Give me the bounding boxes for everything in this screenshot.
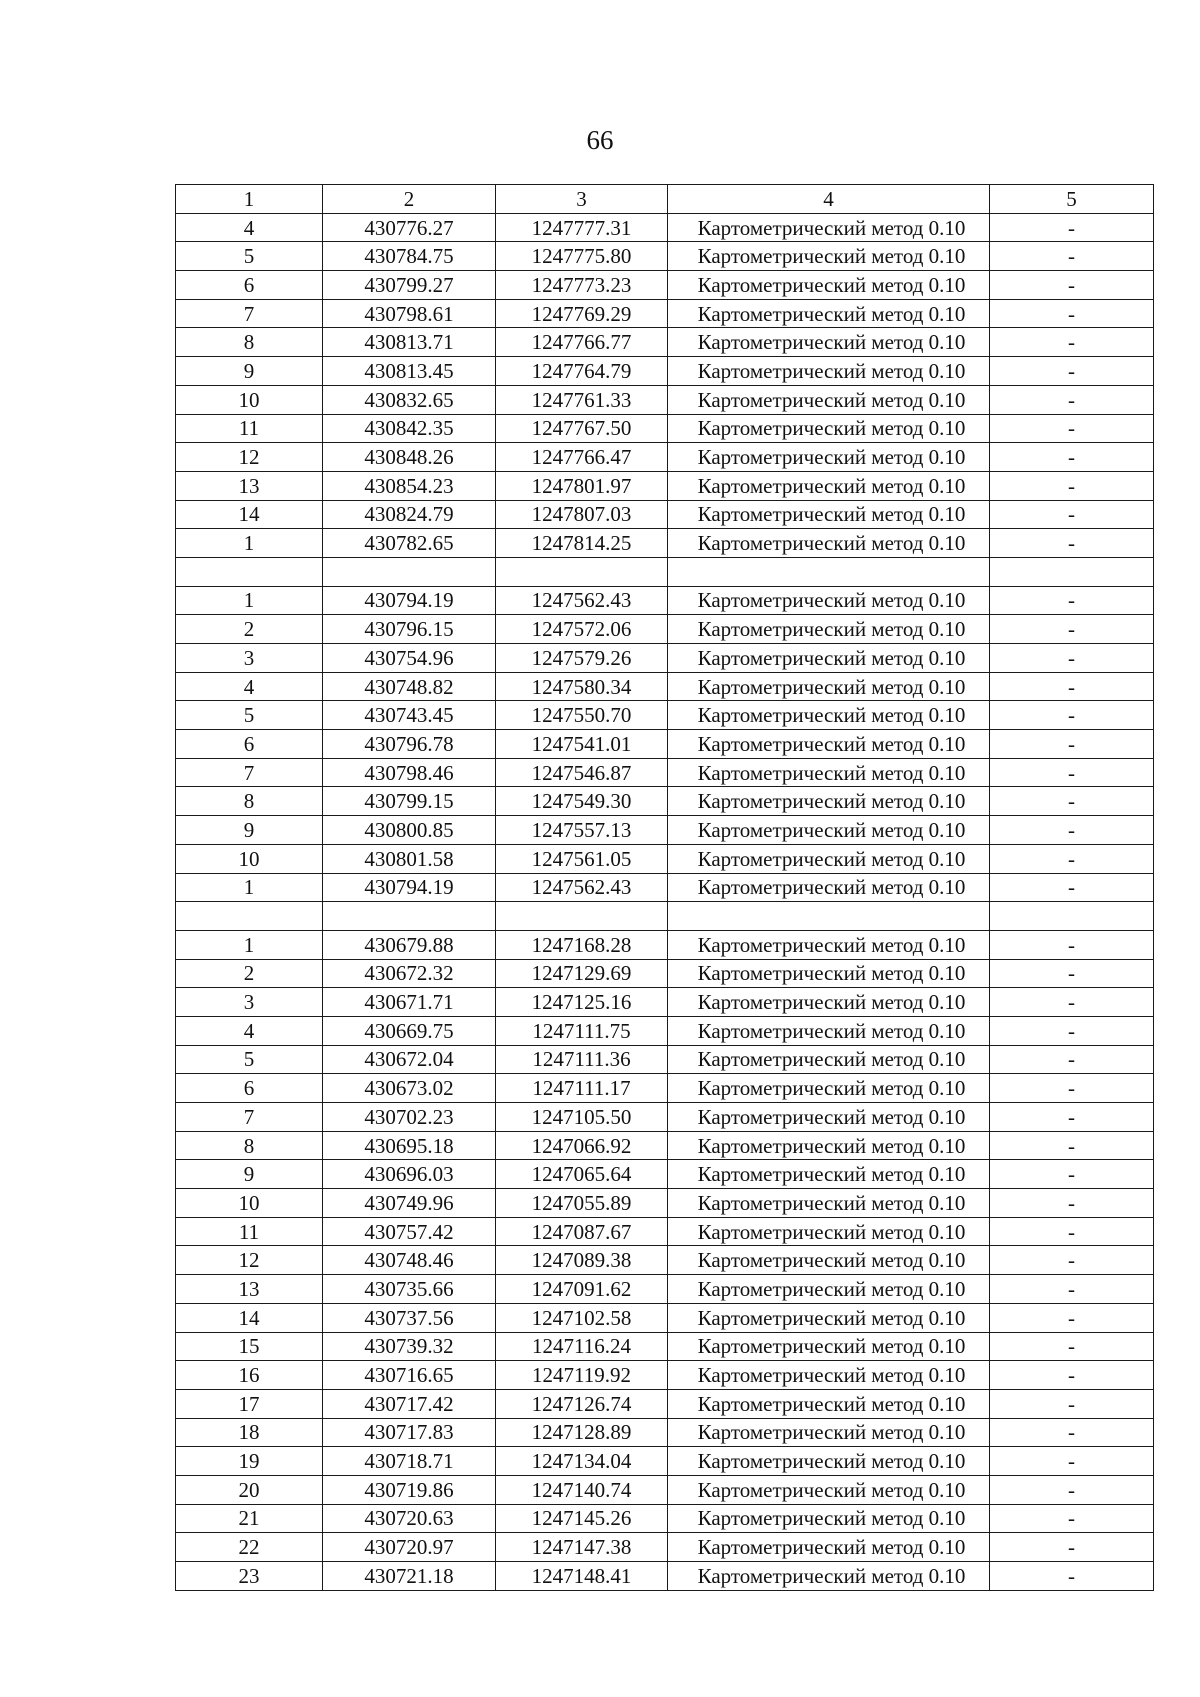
table-cell: 430754.96: [323, 644, 496, 673]
table-cell: 1247764.79: [496, 357, 668, 386]
table-cell: 1247766.77: [496, 328, 668, 357]
table-cell: 1247562.43: [496, 873, 668, 902]
table-cell: 430679.88: [323, 930, 496, 959]
table-cell: 1247769.29: [496, 299, 668, 328]
table-cell: -: [990, 930, 1154, 959]
table-cell: -: [990, 758, 1154, 787]
table-cell: 9: [176, 357, 323, 386]
table-cell: -: [990, 644, 1154, 673]
table-cell: 7: [176, 758, 323, 787]
table-cell: -: [990, 271, 1154, 300]
table-cell: 17: [176, 1389, 323, 1418]
header-cell: 3: [496, 185, 668, 214]
table-cell: 18: [176, 1418, 323, 1447]
table-cell: Картометрический метод 0.10: [668, 586, 990, 615]
table-cell: 430798.61: [323, 299, 496, 328]
table-cell: Картометрический метод 0.10: [668, 299, 990, 328]
table-cell: 15: [176, 1332, 323, 1361]
table-cell: 16: [176, 1361, 323, 1390]
table-cell: Картометрический метод 0.10: [668, 787, 990, 816]
table-cell: 1247065.64: [496, 1160, 668, 1189]
table-cell: Картометрический метод 0.10: [668, 730, 990, 759]
table-cell: -: [990, 1189, 1154, 1218]
table-cell: Картометрический метод 0.10: [668, 529, 990, 558]
table-separator-row: [176, 902, 1154, 931]
table-cell: 430784.75: [323, 242, 496, 271]
table-cell: 430702.23: [323, 1103, 496, 1132]
table-cell: Картометрический метод 0.10: [668, 328, 990, 357]
table-cell: 12: [176, 1246, 323, 1275]
header-cell: 2: [323, 185, 496, 214]
table-cell: 430672.04: [323, 1045, 496, 1074]
table-cell: [668, 902, 990, 931]
table-cell: 1247579.26: [496, 644, 668, 673]
table-cell: Картометрический метод 0.10: [668, 1160, 990, 1189]
table-cell: 430735.66: [323, 1275, 496, 1304]
table-cell: Картометрический метод 0.10: [668, 672, 990, 701]
table-cell: 430824.79: [323, 500, 496, 529]
table-cell: 7: [176, 1103, 323, 1132]
table-row: [176, 873, 1154, 902]
table-cell: [668, 557, 990, 586]
table-cell: 1247111.17: [496, 1074, 668, 1103]
table-cell: Картометрический метод 0.10: [668, 816, 990, 845]
table-row: [176, 816, 1154, 845]
table-cell: [990, 557, 1154, 586]
table-cell: 430749.96: [323, 1189, 496, 1218]
table-cell: -: [990, 357, 1154, 386]
table-row: [176, 328, 1154, 357]
table-cell: 1247125.16: [496, 988, 668, 1017]
table-cell: 1247580.34: [496, 672, 668, 701]
table-cell: -: [990, 1332, 1154, 1361]
table-cell: -: [990, 328, 1154, 357]
table-header-row: [176, 185, 1154, 214]
table-row: [176, 385, 1154, 414]
table-cell: 8: [176, 787, 323, 816]
table-cell: 14: [176, 500, 323, 529]
table-cell: 430669.75: [323, 1016, 496, 1045]
table-cell: 430798.46: [323, 758, 496, 787]
table-cell: 1247066.92: [496, 1131, 668, 1160]
table-cell: Картометрический метод 0.10: [668, 1447, 990, 1476]
table-cell: 430796.78: [323, 730, 496, 759]
table-cell: -: [990, 988, 1154, 1017]
table-cell: -: [990, 471, 1154, 500]
table-cell: 430748.46: [323, 1246, 496, 1275]
table-cell: 8: [176, 1131, 323, 1160]
table-cell: Картометрический метод 0.10: [668, 443, 990, 472]
table-cell: Картометрический метод 0.10: [668, 1475, 990, 1504]
table-cell: -: [990, 816, 1154, 845]
table-cell: 430813.71: [323, 328, 496, 357]
table-cell: 1247572.06: [496, 615, 668, 644]
table-cell: 4: [176, 672, 323, 701]
table-row: [176, 529, 1154, 558]
table-cell: 430799.15: [323, 787, 496, 816]
table-cell: Картометрический метод 0.10: [668, 1016, 990, 1045]
table-cell: -: [990, 1303, 1154, 1332]
table-cell: 5: [176, 1045, 323, 1074]
table-cell: -: [990, 1045, 1154, 1074]
page-number: 66: [586, 125, 614, 155]
table-row: [176, 299, 1154, 328]
table-cell: 1247557.13: [496, 816, 668, 845]
table-cell: -: [990, 1016, 1154, 1045]
table-cell: Картометрический метод 0.10: [668, 213, 990, 242]
table-cell: -: [990, 385, 1154, 414]
table-cell: 10: [176, 844, 323, 873]
table-cell: -: [990, 1447, 1154, 1476]
table-cell: Картометрический метод 0.10: [668, 615, 990, 644]
table-cell: 1247147.38: [496, 1533, 668, 1562]
table-cell: Картометрический метод 0.10: [668, 1303, 990, 1332]
table-row: [176, 1475, 1154, 1504]
table-row: [176, 1418, 1154, 1447]
table-cell: Картометрический метод 0.10: [668, 930, 990, 959]
table-row: [176, 844, 1154, 873]
table-cell: 430813.45: [323, 357, 496, 386]
table-cell: 430794.19: [323, 586, 496, 615]
table-cell: 13: [176, 471, 323, 500]
table-cell: -: [990, 1217, 1154, 1246]
table-row: [176, 1447, 1154, 1476]
table-cell: 430842.35: [323, 414, 496, 443]
table-cell: 430800.85: [323, 816, 496, 845]
table-row: [176, 672, 1154, 701]
table-cell: -: [990, 1389, 1154, 1418]
table-cell: 23: [176, 1562, 323, 1591]
table-cell: Картометрический метод 0.10: [668, 1361, 990, 1390]
table-cell: 10: [176, 1189, 323, 1218]
table-cell: 1: [176, 873, 323, 902]
table-cell: -: [990, 1504, 1154, 1533]
table-cell: 430854.23: [323, 471, 496, 500]
table-cell: 430720.63: [323, 1504, 496, 1533]
table-row: [176, 644, 1154, 673]
table-row: [176, 443, 1154, 472]
table-row: [176, 586, 1154, 615]
table-cell: 6: [176, 271, 323, 300]
table-cell: [990, 902, 1154, 931]
table-cell: 1247148.41: [496, 1562, 668, 1591]
table-cell: Картометрический метод 0.10: [668, 644, 990, 673]
table-cell: Картометрический метод 0.10: [668, 1074, 990, 1103]
table-cell: 430757.42: [323, 1217, 496, 1246]
table-cell: 1247111.36: [496, 1045, 668, 1074]
table-cell: Картометрический метод 0.10: [668, 701, 990, 730]
table-cell: 9: [176, 1160, 323, 1189]
table-row: [176, 500, 1154, 529]
table-cell: -: [990, 414, 1154, 443]
table-cell: 3: [176, 988, 323, 1017]
table-cell: 430695.18: [323, 1131, 496, 1160]
table-cell: 9: [176, 816, 323, 845]
table-cell: Картометрический метод 0.10: [668, 1189, 990, 1218]
table-cell: Картометрический метод 0.10: [668, 242, 990, 271]
table-cell: Картометрический метод 0.10: [668, 1045, 990, 1074]
table-cell: Картометрический метод 0.10: [668, 1103, 990, 1132]
table-cell: 1247089.38: [496, 1246, 668, 1275]
table-cell: 8: [176, 328, 323, 357]
table-cell: 1247549.30: [496, 787, 668, 816]
table-cell: Картометрический метод 0.10: [668, 1332, 990, 1361]
table-cell: 1247055.89: [496, 1189, 668, 1218]
table-cell: 7: [176, 299, 323, 328]
table-cell: 1247814.25: [496, 529, 668, 558]
table-cell: -: [990, 1361, 1154, 1390]
table-cell: Картометрический метод 0.10: [668, 414, 990, 443]
table-cell: Картометрический метод 0.10: [668, 1418, 990, 1447]
table-cell: 1247801.97: [496, 471, 668, 500]
header-cell: 1: [176, 185, 323, 214]
table-row: [176, 357, 1154, 386]
table-cell: 2: [176, 959, 323, 988]
table-row: [176, 414, 1154, 443]
table-cell: 430739.32: [323, 1332, 496, 1361]
table-cell: [496, 902, 668, 931]
table-cell: 430832.65: [323, 385, 496, 414]
table-cell: 1247541.01: [496, 730, 668, 759]
table-cell: 430720.97: [323, 1533, 496, 1562]
table-row: [176, 1189, 1154, 1218]
table-cell: 20: [176, 1475, 323, 1504]
table-cell: 10: [176, 385, 323, 414]
table-cell: 1247807.03: [496, 500, 668, 529]
table-cell: 1: [176, 930, 323, 959]
table-cell: Картометрический метод 0.10: [668, 873, 990, 902]
table-cell: Картометрический метод 0.10: [668, 1275, 990, 1304]
table-cell: -: [990, 787, 1154, 816]
table-cell: -: [990, 1562, 1154, 1591]
table-cell: 430717.83: [323, 1418, 496, 1447]
table-cell: -: [990, 586, 1154, 615]
table-cell: 430782.65: [323, 529, 496, 558]
table-cell: 430748.82: [323, 672, 496, 701]
table-row: [176, 1016, 1154, 1045]
table-cell: 1247767.50: [496, 414, 668, 443]
table-cell: Картометрический метод 0.10: [668, 1131, 990, 1160]
table-row: [176, 1160, 1154, 1189]
table-row: [176, 758, 1154, 787]
table-row: [176, 1045, 1154, 1074]
table-cell: [176, 902, 323, 931]
table-row: [176, 1131, 1154, 1160]
table-cell: Картометрический метод 0.10: [668, 271, 990, 300]
table-separator-row: [176, 557, 1154, 586]
table-row: [176, 1103, 1154, 1132]
table-row: [176, 471, 1154, 500]
table-cell: 430737.56: [323, 1303, 496, 1332]
table-cell: 430796.15: [323, 615, 496, 644]
table-row: [176, 988, 1154, 1017]
table-cell: -: [990, 1533, 1154, 1562]
table-cell: 430673.02: [323, 1074, 496, 1103]
table-cell: Картометрический метод 0.10: [668, 1562, 990, 1591]
table-cell: 1247761.33: [496, 385, 668, 414]
table-row: [176, 615, 1154, 644]
table-cell: 13: [176, 1275, 323, 1304]
table-cell: -: [990, 242, 1154, 271]
table-cell: 430696.03: [323, 1160, 496, 1189]
table-cell: 430716.65: [323, 1361, 496, 1390]
table-cell: 1247775.80: [496, 242, 668, 271]
table-cell: -: [990, 1275, 1154, 1304]
table-cell: Картометрический метод 0.10: [668, 959, 990, 988]
table-cell: 6: [176, 730, 323, 759]
table-cell: -: [990, 1160, 1154, 1189]
table-cell: Картометрический метод 0.10: [668, 988, 990, 1017]
table-cell: -: [990, 443, 1154, 472]
table-cell: -: [990, 529, 1154, 558]
table-cell: 430801.58: [323, 844, 496, 873]
table-cell: 1247766.47: [496, 443, 668, 472]
table-cell: -: [990, 500, 1154, 529]
table-row: [176, 271, 1154, 300]
table-cell: 2: [176, 615, 323, 644]
table-cell: 1: [176, 529, 323, 558]
table-cell: 4: [176, 213, 323, 242]
table-cell: 1247087.67: [496, 1217, 668, 1246]
table-cell: 19: [176, 1447, 323, 1476]
table-body: [176, 213, 1154, 1590]
table-cell: 430799.27: [323, 271, 496, 300]
table-cell: Картометрический метод 0.10: [668, 1504, 990, 1533]
table-cell: -: [990, 959, 1154, 988]
table-cell: 1247134.04: [496, 1447, 668, 1476]
table-cell: 1247145.26: [496, 1504, 668, 1533]
table-cell: -: [990, 701, 1154, 730]
table-cell: [176, 557, 323, 586]
table-cell: 5: [176, 701, 323, 730]
table-row: [176, 1275, 1154, 1304]
table-row: [176, 242, 1154, 271]
table-row: [176, 1217, 1154, 1246]
table-cell: -: [990, 615, 1154, 644]
table-cell: 1247168.28: [496, 930, 668, 959]
table-row: [176, 787, 1154, 816]
table-row: [176, 1074, 1154, 1103]
table-cell: -: [990, 1246, 1154, 1275]
table-cell: 1247091.62: [496, 1275, 668, 1304]
table-cell: 430672.32: [323, 959, 496, 988]
table-cell: [323, 902, 496, 931]
coordinates-table: [175, 184, 1154, 1591]
table-cell: -: [990, 672, 1154, 701]
table-cell: 3: [176, 644, 323, 673]
table-cell: 430718.71: [323, 1447, 496, 1476]
table-cell: 14: [176, 1303, 323, 1332]
table-row: [176, 930, 1154, 959]
table-cell: 6: [176, 1074, 323, 1103]
table-cell: 430721.18: [323, 1562, 496, 1591]
table-cell: 1247561.05: [496, 844, 668, 873]
table-cell: -: [990, 1074, 1154, 1103]
table-cell: 21: [176, 1504, 323, 1533]
header-cell: 4: [668, 185, 990, 214]
table-cell: Картометрический метод 0.10: [668, 1246, 990, 1275]
table-row: [176, 1303, 1154, 1332]
table-cell: -: [990, 1418, 1154, 1447]
table-cell: 1247105.50: [496, 1103, 668, 1132]
table-cell: 4: [176, 1016, 323, 1045]
table-cell: 1247111.75: [496, 1016, 668, 1045]
table-row: [176, 1504, 1154, 1533]
table-cell: 1247116.24: [496, 1332, 668, 1361]
table-row: [176, 1562, 1154, 1591]
table-cell: 1247128.89: [496, 1418, 668, 1447]
table-cell: 11: [176, 1217, 323, 1246]
table-cell: Картометрический метод 0.10: [668, 844, 990, 873]
table-cell: 1247773.23: [496, 271, 668, 300]
table-cell: 5: [176, 242, 323, 271]
table-cell: 1247126.74: [496, 1389, 668, 1418]
table-cell: 430794.19: [323, 873, 496, 902]
table-cell: Картометрический метод 0.10: [668, 1533, 990, 1562]
header-cell: 5: [990, 185, 1154, 214]
table-cell: Картометрический метод 0.10: [668, 1217, 990, 1246]
table-row: [176, 1361, 1154, 1390]
table-cell: -: [990, 730, 1154, 759]
table-cell: 1247546.87: [496, 758, 668, 787]
table-cell: 1: [176, 586, 323, 615]
table-cell: -: [990, 1475, 1154, 1504]
table-cell: Картометрический метод 0.10: [668, 385, 990, 414]
table-cell: 430671.71: [323, 988, 496, 1017]
table-cell: 430717.42: [323, 1389, 496, 1418]
table-cell: 22: [176, 1533, 323, 1562]
table-cell: [496, 557, 668, 586]
table-cell: Картометрический метод 0.10: [668, 357, 990, 386]
table-row: [176, 1389, 1154, 1418]
table-cell: 1247777.31: [496, 213, 668, 242]
table-cell: -: [990, 1131, 1154, 1160]
table-cell: 1247550.70: [496, 701, 668, 730]
table-row: [176, 1332, 1154, 1361]
table-cell: Картометрический метод 0.10: [668, 1389, 990, 1418]
table-cell: Картометрический метод 0.10: [668, 500, 990, 529]
table-row: [176, 1246, 1154, 1275]
table-row: [176, 730, 1154, 759]
table-cell: 1247140.74: [496, 1475, 668, 1504]
table-cell: -: [990, 213, 1154, 242]
table-cell: 430719.86: [323, 1475, 496, 1504]
table-cell: 12: [176, 443, 323, 472]
table-cell: 1247102.58: [496, 1303, 668, 1332]
table-cell: -: [990, 844, 1154, 873]
table-row: [176, 213, 1154, 242]
table-cell: -: [990, 873, 1154, 902]
table-cell: 11: [176, 414, 323, 443]
table-cell: 1247129.69: [496, 959, 668, 988]
table-cell: 430776.27: [323, 213, 496, 242]
table-cell: 1247119.92: [496, 1361, 668, 1390]
table-row: [176, 1533, 1154, 1562]
table-row: [176, 701, 1154, 730]
table-cell: Картометрический метод 0.10: [668, 758, 990, 787]
table-cell: [323, 557, 496, 586]
table-row: [176, 959, 1154, 988]
table-cell: 430743.45: [323, 701, 496, 730]
table-cell: -: [990, 1103, 1154, 1132]
table-cell: -: [990, 299, 1154, 328]
table-cell: 1247562.43: [496, 586, 668, 615]
table-cell: 430848.26: [323, 443, 496, 472]
table-cell: Картометрический метод 0.10: [668, 471, 990, 500]
